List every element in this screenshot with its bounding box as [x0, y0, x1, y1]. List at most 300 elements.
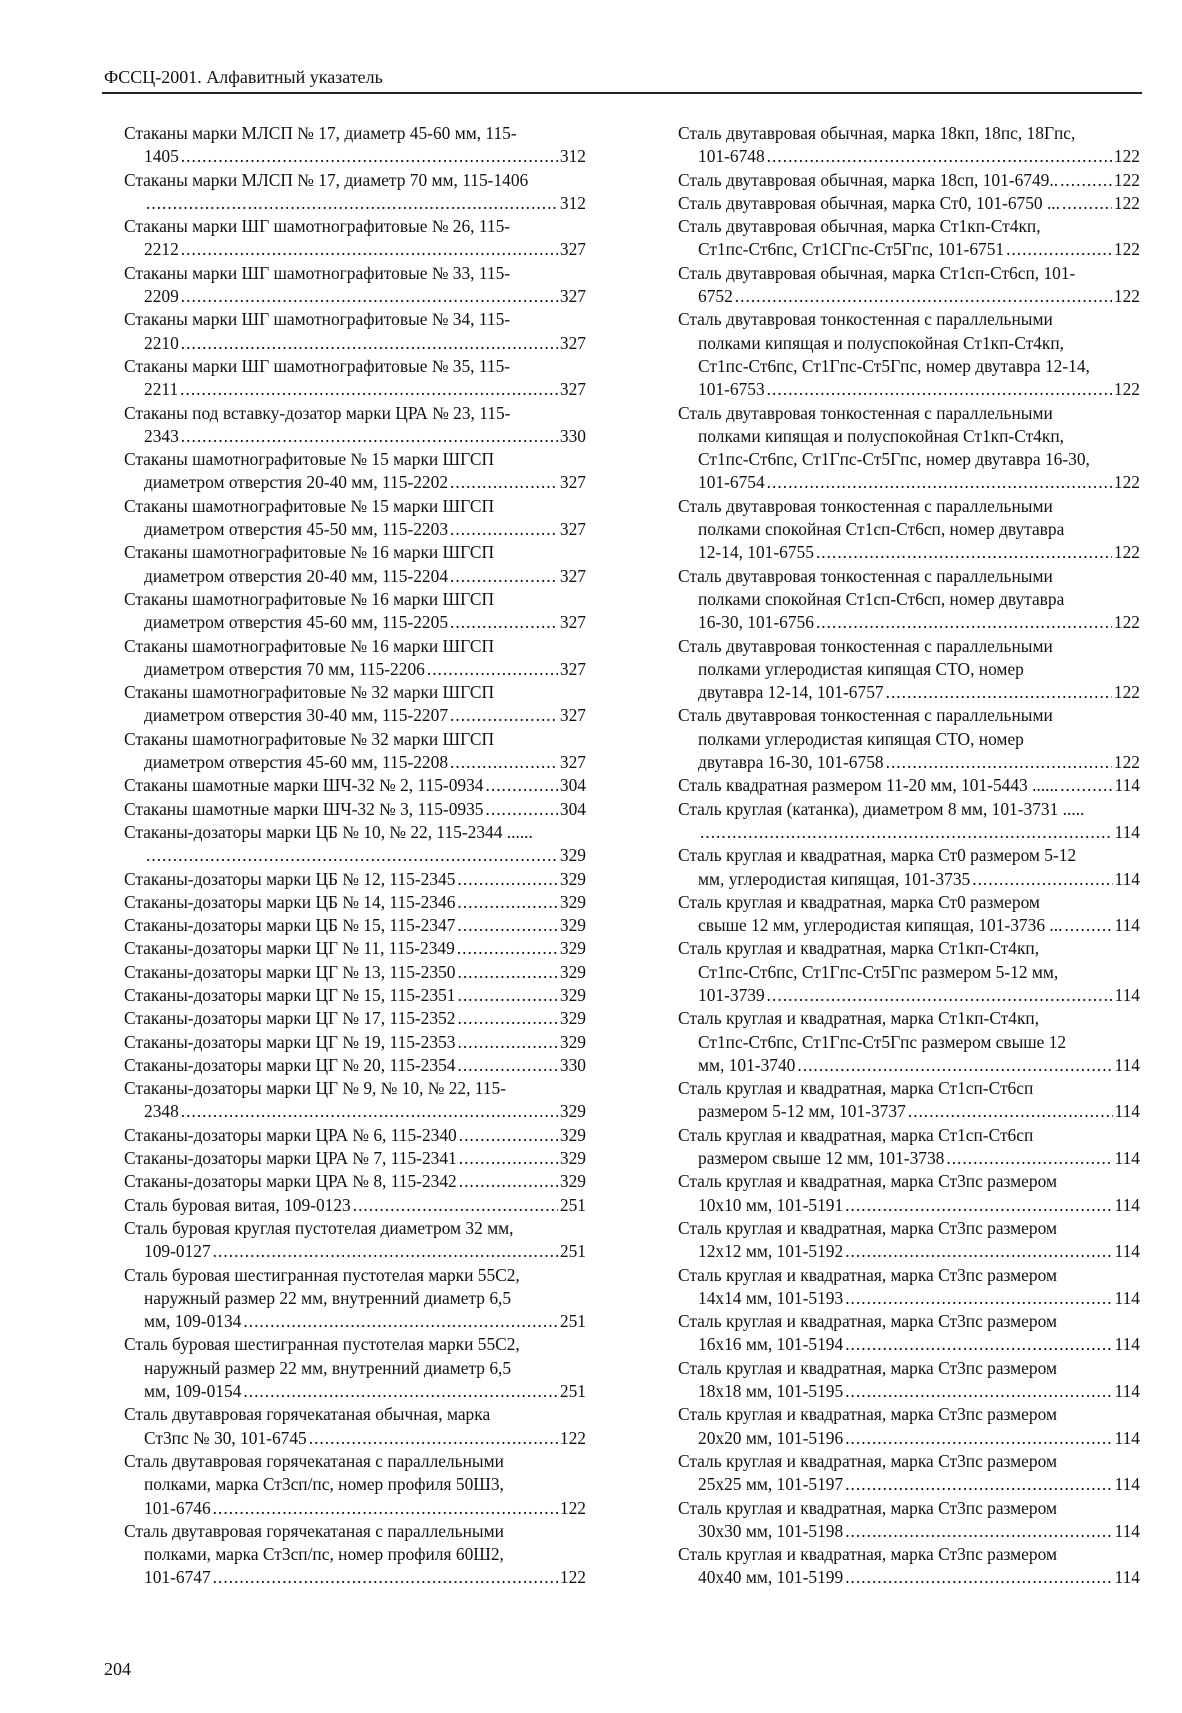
index-entry [104, 495, 586, 542]
entry-text: полками углеродистая кипящая СТО, номер [698, 658, 1024, 679]
dot-leader [1006, 238, 1112, 261]
entry-text: Сталь двутавровая обычная, марка Ст0, 101-6750 ... [678, 192, 1061, 213]
entry-text: Сталь круглая и квадратная, марка Ст1кп-Ст4кп, [678, 1008, 1040, 1029]
entry-page-ref: 122 [1113, 239, 1140, 260]
dot-leader [457, 1054, 557, 1077]
index-entry [104, 122, 586, 169]
entry-text: полками, марка Ст3сп/пс, номер профиля 60Ш2, [144, 1544, 504, 1565]
entry-text: Сталь двутавровая горячекатаная с параллельными [124, 1450, 504, 1471]
entry-text: Сталь двутавровая тонкостенная с параллельными [678, 309, 1053, 330]
dot-leader [767, 984, 1113, 1007]
entry-text: Сталь буровая витая, 109-0123 [124, 1194, 351, 1215]
entry-text: Стаканы шамотнографитовые № 15 марки ШГСП [124, 449, 495, 470]
entry-text: 40х40 мм, 101-5199 [698, 1567, 844, 1588]
index-entry [658, 192, 1140, 215]
index-entry [658, 1264, 1140, 1311]
entry-text: Сталь круглая и квадратная, марка Ст0 размером [678, 891, 1040, 912]
entry-page-ref: 329 [559, 1148, 586, 1169]
dot-leader [845, 1380, 1112, 1403]
entry-text: Сталь круглая и квадратная, марка Ст3пс размером [678, 1544, 1057, 1565]
entry-text: диаметром отверстия 70 мм, 115-2206 [144, 658, 425, 679]
entry-text: наружный размер 22 мм, внутренний диаметр 6,5 [144, 1357, 512, 1378]
dot-leader [1060, 774, 1112, 797]
index-entry [104, 984, 586, 1007]
entry-text: полками, марка Ст3сп/пс, номер профиля 50Ш3, [144, 1474, 504, 1495]
entry-text: Стаканы-дозаторы марки ЦБ № 14, 115-2346 [124, 891, 456, 912]
index-entry [104, 1170, 586, 1193]
entry-text: Сталь квадратная размером 11-20 мм, 101-5443 ...... [678, 775, 1059, 796]
index-entry [104, 868, 586, 891]
entry-text: Ст1пс-Ст6пс, Ст1Гпс-Ст5Гпс, номер двутавра 16-30, [698, 449, 1090, 470]
dot-leader [181, 425, 558, 448]
dot-leader [700, 821, 1113, 844]
dot-leader [459, 1170, 558, 1193]
entry-text: 16х16 мм, 101-5194 [698, 1334, 844, 1355]
dot-leader [243, 1380, 558, 1403]
entry-text: наружный размер 22 мм, внутренний диаметр 6,5 [144, 1287, 512, 1308]
entry-text: Стаканы-дозаторы марки ЦБ № 12, 115-2345 [124, 868, 456, 889]
entry-text: Сталь двутавровая обычная, марка 18кп, 18пс, 18Гпс, [678, 123, 1076, 143]
entry-page-ref: 114 [1114, 1567, 1140, 1588]
entry-text: 16-30, 101-6756 [698, 612, 814, 633]
entry-page-ref: 329 [559, 1008, 586, 1029]
dot-leader [797, 1054, 1112, 1077]
dot-leader [767, 145, 1112, 168]
dot-leader [1064, 914, 1112, 937]
entry-text: Ст1пс-Ст6пс, Ст1Гпс-Ст5Гпс размером 5-12 мм, [698, 961, 1059, 982]
entry-text: 12-14, 101-6755 [698, 542, 814, 563]
entry-text: Стаканы шамотнографитовые № 16 марки ШГСП [124, 588, 495, 609]
dot-leader [181, 238, 558, 261]
entry-text: Ст1пс-Ст6пс, Ст1Гпс-Ст5Гпс, номер двутавра 12-14, [698, 355, 1090, 376]
entry-text: Стаканы марки ШГ шамотнографитовые № 35, 115- [124, 355, 511, 376]
entry-page-ref: 330 [559, 1054, 586, 1075]
entry-text: Сталь двутавровая тонкостенная с параллельными [678, 402, 1053, 423]
entry-text: диаметром отверстия 45-60 мм, 115-2208 [144, 752, 449, 773]
dot-leader [845, 1240, 1112, 1263]
dot-leader [886, 681, 1112, 704]
entry-text: Стаканы шамотнографитовые № 16 марки ШГСП [124, 635, 495, 656]
dot-leader [450, 471, 558, 494]
entry-page-ref: 329 [559, 1171, 586, 1192]
entry-text: 20х20 мм, 101-5196 [698, 1427, 844, 1448]
dot-leader [450, 565, 558, 588]
entry-text: Стаканы марки МЛСП № 17, диаметр 70 мм, 115-1406 [124, 169, 529, 190]
index-entry [104, 1147, 586, 1170]
entry-text: Сталь круглая и квадратная, марка Ст0 размером 5-12 [678, 845, 1077, 866]
entry-page-ref: 251 [559, 1241, 586, 1262]
dot-leader [457, 891, 558, 914]
entry-page-ref: 327 [559, 565, 586, 586]
index-entry [658, 122, 1140, 169]
dot-leader [1060, 169, 1112, 192]
index-entry [104, 1031, 586, 1054]
dot-leader [816, 611, 1112, 634]
dot-leader [213, 1240, 558, 1263]
entry-text: Стаканы-дозаторы марки ЦРА № 8, 115-2342 [124, 1171, 457, 1192]
dot-leader [845, 1566, 1112, 1589]
index-entry [104, 961, 586, 984]
entry-page-ref: 114 [1114, 1474, 1140, 1495]
entry-page-ref: 114 [1114, 821, 1140, 842]
entry-text: 12х12 мм, 101-5192 [698, 1241, 844, 1262]
entry-text: 2211 [144, 379, 179, 400]
dot-leader [450, 704, 558, 727]
entry-text: Стаканы марки МЛСП № 17, диаметр 45-60 мм, 115- [124, 123, 517, 143]
index-entry [104, 681, 586, 728]
index-entry [658, 774, 1140, 797]
dot-leader [459, 1124, 558, 1147]
index-entry [658, 495, 1140, 565]
entry-text: 1405 [144, 146, 179, 167]
entry-text: 18х18 мм, 101-5195 [698, 1381, 844, 1402]
entry-text: Стаканы шамотные марки ШЧ-32 № 2, 115-0934 [124, 775, 484, 796]
header-rule [102, 92, 1142, 94]
entry-page-ref: 327 [559, 379, 586, 400]
entry-text: Сталь круглая и квадратная, марка Ст1сп-Ст6сп [678, 1078, 1034, 1099]
entry-text: полками спокойная Ст1сп-Ст6сп, номер двутавра [698, 588, 1065, 609]
index-entry [104, 1007, 586, 1030]
index-entry [104, 914, 586, 937]
entry-page-ref: 122 [1113, 752, 1140, 773]
dot-leader [450, 751, 558, 774]
entry-text: 101-6754 [698, 472, 765, 493]
entry-page-ref: 327 [559, 519, 586, 540]
index-entry [104, 169, 586, 216]
dot-leader [180, 378, 558, 401]
index-entry [658, 1007, 1140, 1077]
index-entry [658, 1543, 1140, 1590]
dot-leader [450, 611, 558, 634]
entry-text: Стаканы шамотнографитовые № 32 марки ШГСП [124, 682, 495, 703]
dot-leader [457, 914, 558, 937]
entry-text: мм, 109-0154 [144, 1381, 242, 1402]
dot-leader [309, 1427, 558, 1450]
dot-leader [457, 937, 558, 960]
entry-text: 101-6748 [698, 146, 765, 167]
entry-text: Сталь круглая и квадратная, марка Ст3пс размером [678, 1217, 1057, 1238]
entry-page-ref: 251 [559, 1194, 586, 1215]
dot-leader [845, 1333, 1112, 1356]
dot-leader [181, 332, 558, 355]
dot-leader [146, 844, 558, 867]
entry-page-ref: 329 [559, 938, 586, 959]
entry-text: Сталь круглая и квадратная, марка Ст1кп-Ст4кп, [678, 938, 1040, 959]
entry-text: Ст1пс-Ст6пс, Ст1СГпс-Ст5Гпс, 101-6751 [698, 239, 1005, 260]
entry-text: Сталь буровая круглая пустотелая диаметром 32 мм, [124, 1217, 514, 1238]
entry-page-ref: 327 [559, 286, 586, 307]
dot-leader [767, 471, 1112, 494]
dot-leader [457, 1031, 557, 1054]
entry-text: диаметром отверстия 20-40 мм, 115-2204 [144, 565, 449, 586]
entry-text: размером свыше 12 мм, 101-3738 [698, 1148, 945, 1169]
index-entry [104, 308, 586, 355]
entry-page-ref: 114 [1114, 1054, 1140, 1075]
dot-leader [767, 378, 1112, 401]
entry-text: Стаканы-дозаторы марки ЦГ № 15, 115-2351 [124, 984, 456, 1005]
index-entry [104, 448, 586, 495]
entry-text: 2210 [144, 332, 179, 353]
entry-page-ref: 122 [1113, 612, 1140, 633]
entry-page-ref: 114 [1114, 1241, 1140, 1262]
index-column-right [658, 122, 1140, 1590]
entry-text: Стаканы шамотнографитовые № 32 марки ШГСП [124, 728, 495, 749]
entry-text: Сталь двутавровая тонкостенная с параллельными [678, 495, 1053, 516]
index-entry [104, 355, 586, 402]
entry-text: 109-0127 [144, 1241, 211, 1262]
entry-text: Сталь двутавровая обычная, марка Ст1кп-Ст4кп, [678, 216, 1041, 237]
index-entry [104, 1217, 586, 1264]
entry-page-ref: 122 [1113, 542, 1140, 563]
dot-leader [181, 285, 558, 308]
entry-text: Сталь круглая и квадратная, марка Ст3пс размером [678, 1497, 1057, 1518]
entry-page-ref: 327 [559, 658, 586, 679]
entry-text: Сталь двутавровая тонкостенная с параллельными [678, 635, 1053, 656]
dot-leader [486, 798, 558, 821]
entry-page-ref: 329 [559, 984, 586, 1005]
entry-text: 6752 [698, 286, 733, 307]
entry-text: Стаканы марки ШГ шамотнографитовые № 33, 115- [124, 262, 511, 283]
entry-text: Сталь круглая и квадратная, марка Ст3пс размером [678, 1450, 1057, 1471]
dot-leader [457, 961, 557, 984]
entry-page-ref: 304 [559, 798, 586, 819]
entry-text: Сталь круглая и квадратная, марка Ст3пс размером [678, 1171, 1057, 1192]
entry-text: Стаканы-дозаторы марки ЦБ № 15, 115-2347 [124, 915, 456, 936]
entry-page-ref: 304 [559, 775, 586, 796]
index-entry [104, 215, 586, 262]
entry-page-ref: 327 [559, 239, 586, 260]
entry-text: размером 5-12 мм, 101-3737 [698, 1101, 906, 1122]
index-entry [658, 1077, 1140, 1124]
index-entry [104, 1124, 586, 1147]
running-header: ФССЦ-2001. Алфавитный указатель [104, 67, 383, 87]
entry-text: диаметром отверстия 20-40 мм, 115-2202 [144, 472, 449, 493]
entry-text: 30х30 мм, 101-5198 [698, 1520, 844, 1541]
index-entry [658, 635, 1140, 705]
index-entry [104, 1450, 586, 1520]
dot-leader [972, 868, 1112, 891]
entry-page-ref: 114 [1114, 1148, 1140, 1169]
entry-text: Сталь двутавровая тонкостенная с параллельными [678, 705, 1053, 726]
index-entry [658, 1497, 1140, 1544]
dot-leader [459, 1147, 558, 1170]
entry-page-ref: 327 [559, 472, 586, 493]
entry-page-ref: 122 [1113, 379, 1140, 400]
index-entry [658, 1310, 1140, 1357]
entry-text: полками углеродистая кипящая СТО, номер [698, 728, 1024, 749]
entry-page-ref: 329 [559, 1031, 586, 1052]
index-entry [104, 1194, 586, 1217]
entry-page-ref: 122 [559, 1427, 586, 1448]
entry-text: Стаканы под вставку-дозатор марки ЦРА № 23, 115- [124, 402, 511, 423]
entry-text: Сталь круглая (катанка), диаметром 8 мм, 101-3731 ..... [678, 798, 1085, 819]
entry-text: Ст3пс № 30, 101-6745 [144, 1427, 307, 1448]
entry-text: 101-6753 [698, 379, 765, 400]
dot-leader [450, 518, 558, 541]
dot-leader [845, 1194, 1112, 1217]
dot-leader [181, 145, 558, 168]
index-entry [104, 1333, 586, 1403]
entry-page-ref: 329 [559, 868, 586, 889]
dot-leader [457, 984, 557, 1007]
index-entry [658, 1217, 1140, 1264]
dot-leader [486, 774, 558, 797]
index-column-left [104, 122, 586, 1590]
entry-page-ref: 122 [1113, 169, 1140, 190]
entry-text: Стаканы-дозаторы марки ЦГ № 13, 115-2350 [124, 961, 456, 982]
entry-page-ref: 329 [559, 961, 586, 982]
entry-page-ref: 114 [1114, 1194, 1140, 1215]
dot-leader [213, 1566, 558, 1589]
entry-text: Стаканы-дозаторы марки ЦРА № 6, 115-2340 [124, 1124, 457, 1145]
entry-text: 2343 [144, 425, 179, 446]
dot-leader [845, 1427, 1112, 1450]
index-entry [104, 588, 586, 635]
entry-page-ref: 122 [559, 1567, 586, 1588]
entry-text: Сталь двутавровая тонкостенная с параллельными [678, 565, 1053, 586]
entry-page-ref: 114 [1114, 915, 1140, 936]
entry-text: Стаканы-дозаторы марки ЦГ № 11, 115-2349 [124, 938, 455, 959]
dot-leader [1062, 192, 1112, 215]
entry-page-ref: 251 [559, 1381, 586, 1402]
entry-text: мм, углеродистая кипящая, 101-3735 [698, 868, 971, 889]
index-entry [104, 1264, 586, 1334]
index-entry [658, 704, 1140, 774]
entry-page-ref: 329 [559, 915, 586, 936]
entry-page-ref: 114 [1114, 1101, 1140, 1122]
entry-text: диаметром отверстия 30-40 мм, 115-2207 [144, 705, 449, 726]
index-entry [658, 402, 1140, 495]
index-entry [104, 937, 586, 960]
dot-leader [735, 285, 1112, 308]
entry-text: мм, 101-3740 [698, 1054, 796, 1075]
dot-leader [181, 1100, 558, 1123]
index-entry [104, 635, 586, 682]
entry-text: Стаканы-дозаторы марки ЦГ № 9, № 10, № 22, 115- [124, 1078, 507, 1099]
entry-text: Стаканы-дозаторы марки ЦГ № 17, 115-2352 [124, 1008, 456, 1029]
index-entry [658, 565, 1140, 635]
entry-text: Сталь буровая шестигранная пустотелая марки 55С2, [124, 1264, 520, 1285]
dot-leader [845, 1520, 1112, 1543]
entry-page-ref: 312 [559, 192, 586, 213]
entry-text: мм, 109-0134 [144, 1311, 242, 1332]
dot-leader [816, 541, 1112, 564]
dot-leader [457, 868, 558, 891]
dot-leader [213, 1497, 558, 1520]
entry-page-ref: 327 [559, 752, 586, 773]
index-entry [104, 262, 586, 309]
index-entry [658, 262, 1140, 309]
index-entry [658, 937, 1140, 1007]
entry-text: Сталь круглая и квадратная, марка Ст3пс размером [678, 1311, 1057, 1332]
dot-leader [427, 658, 558, 681]
dot-leader [946, 1147, 1112, 1170]
index-entry [658, 169, 1140, 192]
dot-leader [146, 192, 558, 215]
entry-page-ref: 312 [559, 146, 586, 167]
entry-text: диаметром отверстия 45-50 мм, 115-2203 [144, 519, 449, 540]
entry-text: свыше 12 мм, углеродистая кипящая, 101-3736 ... [698, 915, 1063, 936]
index-entry [658, 1124, 1140, 1171]
index-entry [658, 1403, 1140, 1450]
dot-leader [886, 751, 1112, 774]
entry-text: Сталь буровая шестигранная пустотелая марки 55С2, [124, 1334, 520, 1355]
entry-text: Сталь круглая и квадратная, марка Ст3пс размером [678, 1357, 1057, 1378]
entry-text: Сталь двутавровая горячекатаная обычная, марка [124, 1404, 491, 1425]
index-entry [658, 798, 1140, 845]
entry-text: Стаканы-дозаторы марки ЦРА № 7, 115-2341 [124, 1148, 457, 1169]
entry-page-ref: 327 [559, 612, 586, 633]
entry-text: Стаканы-дозаторы марки ЦГ № 19, 115-2353 [124, 1031, 456, 1052]
dot-leader [908, 1100, 1113, 1123]
entry-page-ref: 122 [559, 1497, 586, 1518]
entry-text: Сталь двутавровая обычная, марка 18сп, 101-6749.. [678, 169, 1059, 190]
entry-page-ref: 329 [559, 1124, 586, 1145]
index-entry [104, 821, 586, 868]
index-entry [104, 774, 586, 797]
index-entry [104, 541, 586, 588]
entry-page-ref: 329 [559, 1101, 586, 1122]
entry-text: Ст1пс-Ст6пс, Ст1Гпс-Ст5Гпс размером свыше 12 [698, 1031, 1067, 1052]
entry-text: полками кипящая и полуспокойная Ст1кп-Ст4кп, [698, 332, 1064, 353]
entry-text: 14х14 мм, 101-5193 [698, 1287, 844, 1308]
entry-page-ref: 122 [1113, 192, 1140, 213]
entry-page-ref: 114 [1114, 984, 1140, 1005]
entry-text: Сталь круглая и квадратная, марка Ст3пс размером [678, 1264, 1057, 1285]
index-entry [104, 1054, 586, 1077]
index-entry [104, 891, 586, 914]
entry-page-ref: 114 [1114, 1520, 1140, 1541]
entry-page-ref: 122 [1113, 682, 1140, 703]
entry-text: Стаканы марки ШГ шамотнографитовые № 26, 115- [124, 216, 511, 237]
dot-leader [845, 1287, 1112, 1310]
entry-text: 25х25 мм, 101-5197 [698, 1474, 844, 1495]
index-entry [658, 844, 1140, 891]
entry-page-ref: 329 [559, 891, 586, 912]
entry-page-ref: 122 [1113, 286, 1140, 307]
entry-page-ref: 251 [559, 1311, 586, 1332]
index-entry [658, 215, 1140, 262]
index-entry [658, 1450, 1140, 1497]
index-entry [104, 728, 586, 775]
index-entry [104, 1403, 586, 1450]
entry-text: Стаканы-дозаторы марки ЦГ № 20, 115-2354 [124, 1054, 456, 1075]
entry-text: двутавра 16-30, 101-6758 [698, 752, 884, 773]
entry-text: 2348 [144, 1101, 179, 1122]
entry-text: диаметром отверстия 45-60 мм, 115-2205 [144, 612, 449, 633]
index-entry [104, 402, 586, 449]
entry-page-ref: 122 [1113, 146, 1140, 167]
entry-text: Стаканы шамотные марки ШЧ-32 № 3, 115-0935 [124, 798, 484, 819]
index-entry [104, 1520, 586, 1590]
entry-page-ref: 329 [559, 845, 586, 866]
entry-page-ref: 114 [1114, 1334, 1140, 1355]
entry-page-ref: 114 [1114, 868, 1140, 889]
entry-page-ref: 327 [559, 705, 586, 726]
entry-text: 101-6747 [144, 1567, 211, 1588]
entry-text: 2209 [144, 286, 179, 307]
entry-text: полками кипящая и полуспокойная Ст1кп-Ст4кп, [698, 425, 1064, 446]
entry-page-ref: 114 [1114, 1287, 1140, 1308]
entry-text: Сталь двутавровая обычная, марка Ст1сп-Ст6сп, 101- [678, 262, 1076, 283]
entry-text: Сталь двутавровая горячекатаная с параллельными [124, 1520, 504, 1541]
entry-page-ref: 114 [1114, 775, 1140, 796]
index-entry [104, 1077, 586, 1124]
entry-page-ref: 122 [1113, 472, 1140, 493]
entry-text: 10х10 мм, 101-5191 [698, 1194, 844, 1215]
entry-text: 101-3739 [698, 984, 765, 1005]
dot-leader [243, 1310, 558, 1333]
